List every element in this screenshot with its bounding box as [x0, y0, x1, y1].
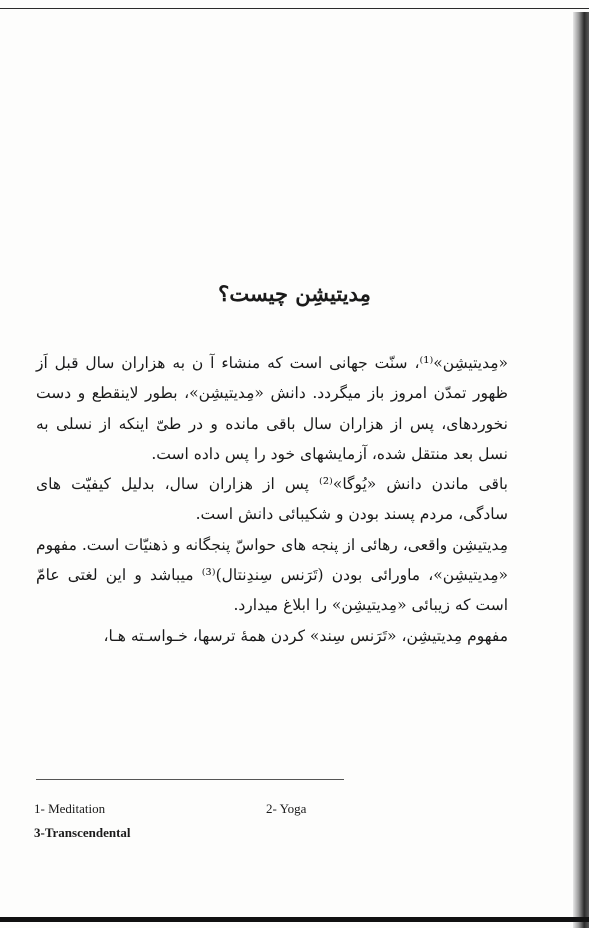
top-border-line: [0, 8, 589, 9]
footnote-separator: [36, 779, 344, 780]
paragraph-4: مفهوم مِدیتیشِن، «تَرَنس سِند» کردن همهٔ ترسها، خـواسـته هـا،: [103, 626, 508, 645]
bottom-border-line: [0, 917, 589, 922]
footnote-1: 1- Meditation: [34, 801, 106, 816]
footnote-2: 2- Yoga: [266, 801, 307, 816]
paragraph-3: مِدیتیشِن واقعی، رهائی از پنجه های حواسّ پنجگانه و ذهنیّات است. مفهوم «مِدیتیشِن»، ماورائی بودن (تَرَنس سِندِنتال)⁽³⁾ میباشد و این لغتی عامّ است که زیبائی «مِدیتیشِن» را ابلاغ میدارد.: [36, 535, 508, 615]
book-binding-shadow: [573, 12, 589, 928]
paragraph-2: باقی ماندن دانش «یُوگا»⁽²⁾ پس از هزاران سال، بدلیل کیفیّت های سادگی، مردم پسند بودن و شکیبائی دانش است.: [36, 475, 508, 524]
footnote-3: 3-Transcendental: [34, 825, 131, 840]
paragraph-1: «مِدیتیشِن»⁽¹⁾، سنّت جهانی است که منشاء آ ن به هزاران سال قبل اَز ظهور تمدّن امروز باز میگردد. دانش «مِدیتیشِن»، بطور لاینقطع و دست نخوردهای، پس از هزاران سال باقی مانده و در طیّ اینکه از نسلی به نسل بعد منتقل شده، آزمایشهای خود را پس داده است.: [36, 354, 508, 463]
footnotes: [34, 797, 514, 845]
body-text: [36, 348, 508, 651]
page-title: مِدیتیشِن چیست؟: [218, 281, 371, 306]
